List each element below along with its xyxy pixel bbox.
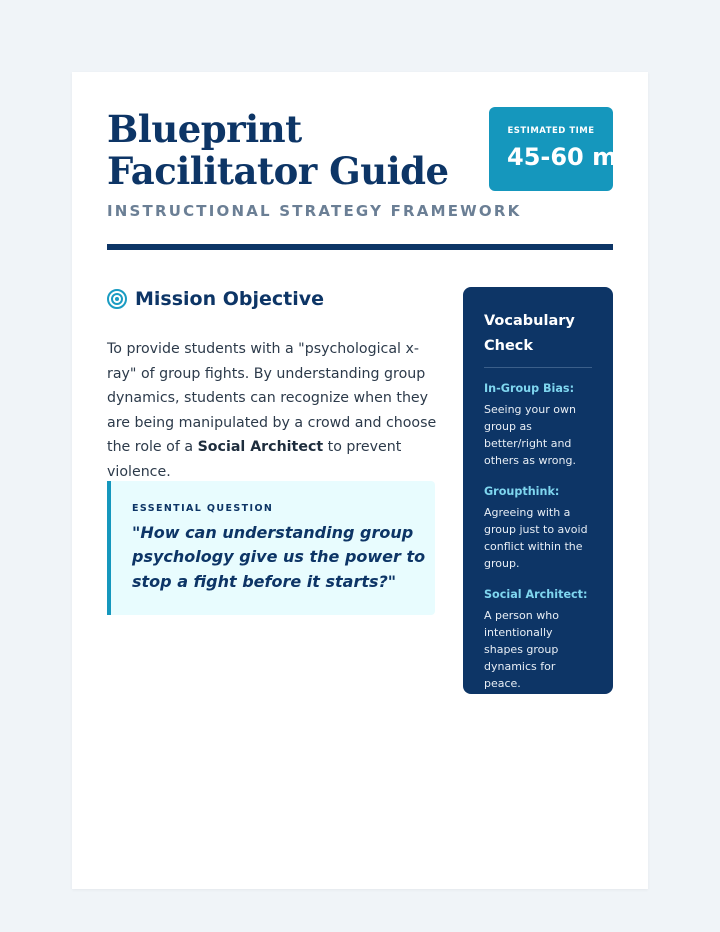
vocabulary-title: Vocabulary Check (484, 309, 592, 368)
target-icon (107, 289, 127, 309)
mission-text-end: to prevent violence. (107, 439, 402, 480)
vocab-term (484, 588, 592, 692)
page-title (107, 108, 449, 192)
mission-title: Mission Objective (135, 288, 325, 310)
essential-question-text: "How can understanding group psychology give us the power to stop a fight before it starts?" (132, 523, 426, 591)
essential-question-box (107, 481, 435, 615)
estimated-time-badge (489, 107, 626, 191)
vocab-term-definition: Agreeing with a group just to avoid conflict within the group. (484, 506, 588, 570)
title-line-2: Facilitator Guide (107, 149, 449, 193)
mission-heading (107, 288, 324, 310)
mission-text-start: To provide students with a "psychological x-ray" of group fights. By understanding group dynamics, students can recognize when they are being manipulated by a crowd and choose the role of a (107, 341, 437, 456)
essential-question-label: ESSENTIAL QUESTION (132, 503, 274, 514)
page-subtitle: INSTRUCTIONAL STRATEGY FRAMEWORK (107, 202, 522, 220)
vocab-term (484, 485, 592, 572)
guide-page (72, 72, 648, 889)
estimated-time-value: 45-60 mi (507, 143, 626, 171)
vocab-term-definition: A person who intentionally shapes group dynamics for peace. (484, 609, 559, 690)
estimated-time-label: ESTIMATED TIME (507, 126, 595, 136)
vocabulary-panel (463, 287, 613, 694)
header-divider (107, 244, 613, 250)
vocab-term-name: Groupthink: (484, 485, 560, 498)
vocab-term (484, 382, 592, 469)
mission-text-bold: Social Architect (197, 439, 324, 456)
vocab-term-definition: Seeing your own group as better/right and others as wrong. (484, 403, 576, 467)
title-line-1: Blueprint (107, 107, 302, 151)
vocab-term-name: In-Group Bias: (484, 382, 575, 395)
mission-text (107, 337, 447, 485)
vocab-term-name: Social Architect: (484, 588, 588, 601)
